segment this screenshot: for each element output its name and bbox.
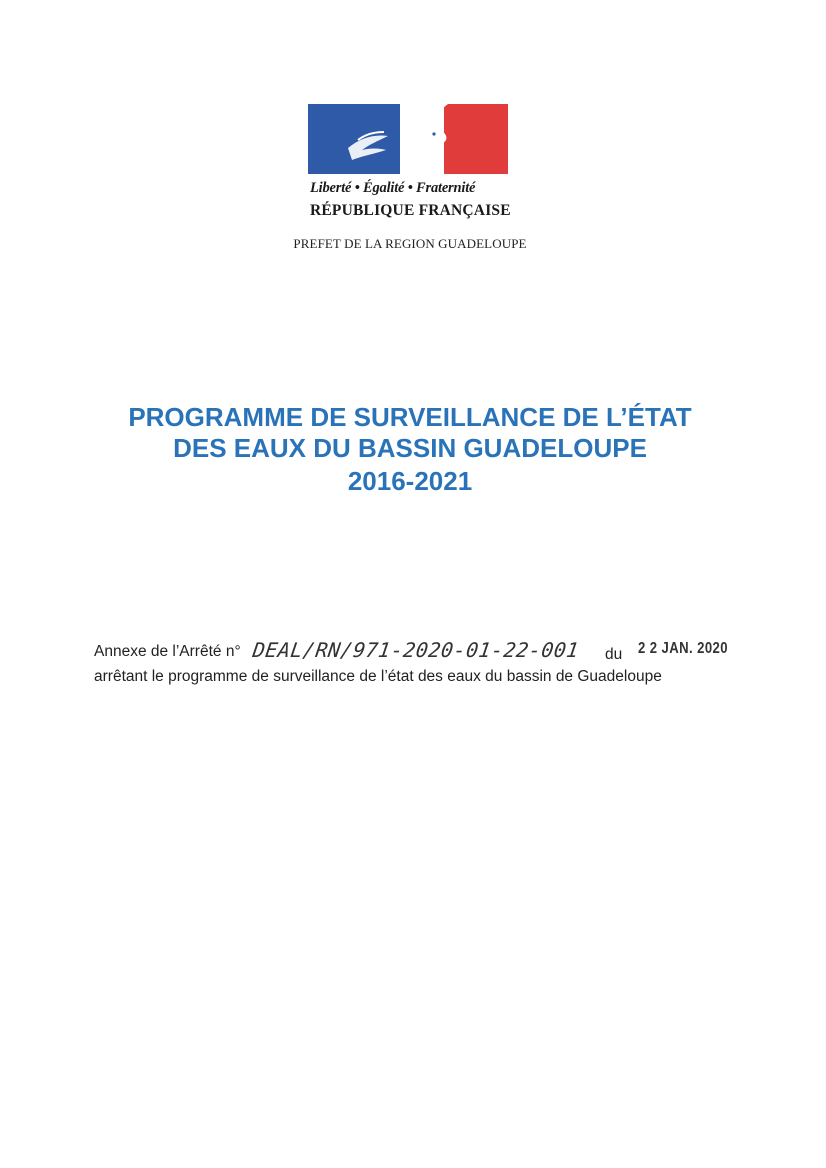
prefet-heading: PREFET DE LA REGION GUADELOUPE: [293, 236, 527, 251]
republique-text: RÉPUBLIQUE FRANÇAISE: [310, 202, 511, 219]
du-label: du: [605, 646, 623, 663]
title-line-2: DES EAUX DU BASSIN GUADELOUPE: [173, 433, 647, 463]
date-stamp: 2 2 JAN. 2020: [638, 640, 728, 657]
title-line-3: 2016-2021: [347, 466, 473, 496]
annex-prefix: Annexe de l’Arrêté n°: [94, 643, 241, 660]
arrete-number: DEAL/RN/971-2020-01-22-001: [251, 638, 581, 662]
annex-description: arrêtant le programme de surveillance de l’état des eaux du bassin de Guadeloupe: [94, 668, 662, 685]
marianne-flag-icon: [308, 104, 508, 174]
motto-text: Liberté • Égalité • Fraternité: [310, 180, 476, 196]
title-line-1: PROGRAMME DE SURVEILLANCE DE L’ÉTAT: [128, 402, 692, 432]
